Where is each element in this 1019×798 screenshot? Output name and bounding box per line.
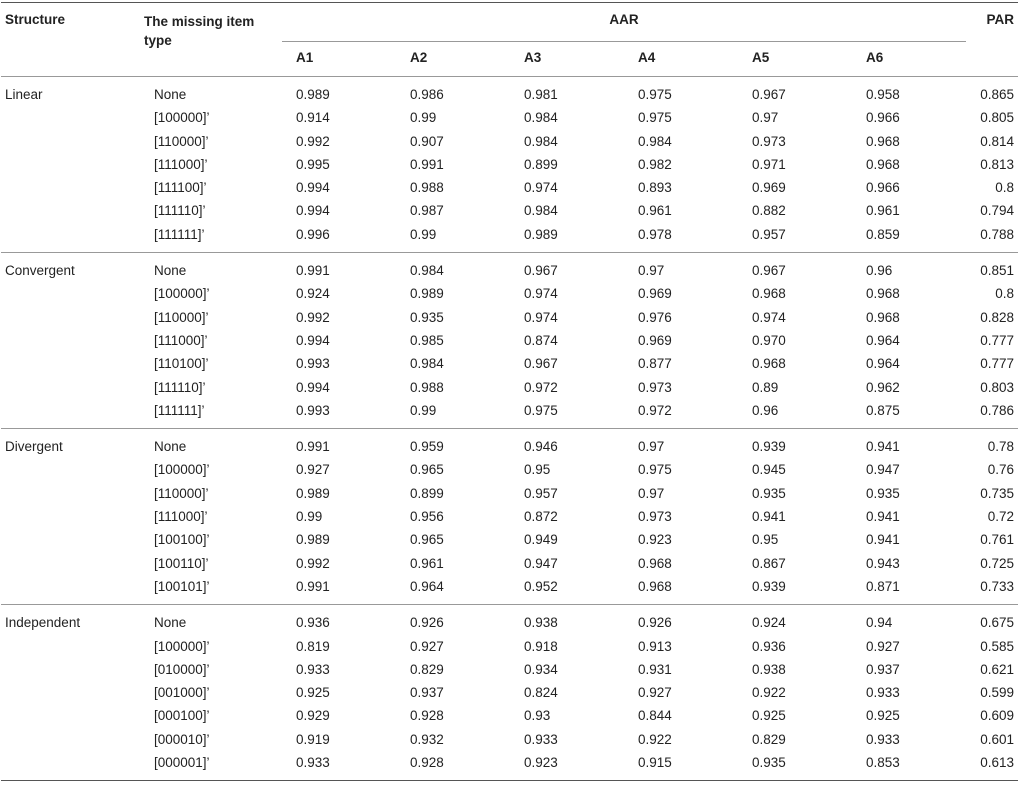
header-a2: A2 <box>396 42 510 77</box>
aar-a1-cell: 0.994 <box>296 379 330 395</box>
aar-a2-cell: 0.927 <box>410 638 444 654</box>
aar-a6-cell: 0.859 <box>866 226 900 242</box>
aar-a3-cell: 0.95 <box>524 462 551 478</box>
missing-item-type-cell: [100000]’ <box>154 638 210 654</box>
structure-cell-empty <box>1 528 144 551</box>
table-row <box>1 635 1018 658</box>
aar-a1-cell: 0.819 <box>296 638 330 654</box>
aar-a5-cell: 0.973 <box>752 133 786 149</box>
aar-a6-cell: 0.958 <box>866 87 900 102</box>
aar-a5-cell: 0.971 <box>752 156 786 172</box>
missing-item-type-cell: [111111]’ <box>154 226 205 242</box>
aar-a3-cell: 0.93 <box>524 708 551 724</box>
par-cell: 0.786 <box>980 402 1014 418</box>
aar-a6-cell: 0.968 <box>866 133 900 149</box>
aar-a2-cell: 0.988 <box>410 180 444 196</box>
aar-a6-cell: 0.968 <box>866 286 900 302</box>
table-row <box>1 282 1018 305</box>
par-cell: 0.78 <box>987 439 1014 455</box>
table-row <box>1 751 1018 781</box>
aar-a1-cell: 0.993 <box>296 356 330 372</box>
table-row <box>1 329 1018 352</box>
missing-item-type-cell: [100110]’ <box>154 555 209 571</box>
structure-cell-empty <box>1 399 144 429</box>
aar-a5-cell: 0.974 <box>752 309 786 325</box>
par-cell: 0.803 <box>980 379 1014 395</box>
aar-a6-cell: 0.933 <box>866 731 900 747</box>
aar-a5-cell: 0.922 <box>752 685 786 701</box>
missing-item-type-cell: [110000]’ <box>154 133 209 149</box>
aar-a1-cell: 0.924 <box>296 286 330 302</box>
structure-cell-empty <box>1 658 144 681</box>
aar-a6-cell: 0.964 <box>866 356 900 372</box>
aar-a1-cell: 0.992 <box>296 309 330 325</box>
table-row <box>1 376 1018 399</box>
aar-a4-cell: 0.969 <box>638 332 672 348</box>
aar-a1-cell: 0.989 <box>296 485 330 501</box>
aar-a6-cell: 0.964 <box>866 332 900 348</box>
par-cell: 0.599 <box>980 685 1014 701</box>
table-row <box>1 552 1018 575</box>
aar-a1-cell: 0.989 <box>296 532 330 548</box>
par-cell: 0.813 <box>980 156 1014 172</box>
aar-a3-cell: 0.972 <box>524 379 558 395</box>
par-cell: 0.851 <box>980 263 1014 279</box>
table-row <box>1 352 1018 375</box>
aar-a1-cell: 0.919 <box>296 731 330 747</box>
aar-a4-cell: 0.973 <box>638 379 672 395</box>
table-row <box>1 728 1018 751</box>
aar-a3-cell: 0.967 <box>524 263 558 279</box>
structure-label: Convergent <box>5 263 75 279</box>
par-cell: 0.777 <box>980 356 1014 372</box>
missing-item-type-cell: [111000]’ <box>154 156 208 172</box>
aar-a6-cell: 0.968 <box>866 156 900 172</box>
aar-a4-cell: 0.984 <box>638 133 672 149</box>
aar-a5-cell: 0.96 <box>752 402 779 418</box>
aar-a1-cell: 0.925 <box>296 685 330 701</box>
aar-a3-cell: 0.918 <box>524 638 558 654</box>
aar-a4-cell: 0.975 <box>638 110 672 126</box>
aar-a5-cell: 0.936 <box>752 638 786 654</box>
structure-cell-empty <box>1 681 144 704</box>
aar-a2-cell: 0.989 <box>410 286 444 302</box>
aar-a6-cell: 0.925 <box>866 708 900 724</box>
aar-a2-cell: 0.987 <box>410 203 444 219</box>
aar-a2-cell: 0.988 <box>410 379 444 395</box>
aar-a6-cell: 0.871 <box>866 578 900 594</box>
aar-a2-cell: 0.935 <box>410 309 444 325</box>
aar-a1-cell: 0.991 <box>296 263 330 279</box>
aar-a4-cell: 0.927 <box>638 685 672 701</box>
par-cell: 0.733 <box>980 578 1014 594</box>
header-a4: A4 <box>624 42 738 77</box>
aar-a5-cell: 0.967 <box>752 87 786 102</box>
aar-a3-cell: 0.974 <box>524 180 558 196</box>
aar-a5-cell: 0.939 <box>752 578 786 594</box>
table-row <box>1 575 1018 605</box>
aar-a5-cell: 0.89 <box>752 379 779 395</box>
aar-a1-cell: 0.99 <box>296 509 323 525</box>
aar-a2-cell: 0.984 <box>410 356 444 372</box>
par-cell: 0.613 <box>966 751 1018 781</box>
aar-a1-cell: 0.992 <box>296 555 330 571</box>
aar-a2-cell: 0.961 <box>410 555 444 571</box>
aar-a5-cell: 0.829 <box>752 731 786 747</box>
missing-item-type-cell: [100000]’ <box>154 110 210 126</box>
aar-a1-cell: 0.995 <box>296 156 330 172</box>
par-cell: 0.761 <box>980 532 1014 548</box>
aar-a6-cell: 0.941 <box>866 532 900 548</box>
aar-a5-cell: 0.938 <box>752 661 786 677</box>
structure-cell-empty <box>1 704 144 727</box>
aar-a3-cell: 0.957 <box>524 485 558 501</box>
aar-a4-cell: 0.982 <box>638 156 672 172</box>
par-cell: 0.585 <box>980 638 1014 654</box>
aar-a2-cell: 0.829 <box>410 661 444 677</box>
aar-a4-cell: 0.915 <box>624 751 738 781</box>
par-cell: 0.601 <box>980 731 1014 747</box>
table-row <box>1 458 1018 481</box>
aar-a2-cell: 0.99 <box>410 110 437 126</box>
structure-cell-empty <box>1 130 144 153</box>
aar-a6-cell: 0.875 <box>866 402 900 418</box>
structure-cell-empty <box>1 728 144 751</box>
missing-item-type-cell: [000010]’ <box>154 731 210 747</box>
par-cell: 0.725 <box>980 555 1014 571</box>
par-cell: 0.72 <box>987 509 1014 525</box>
aar-a5-cell: 0.939 <box>752 439 786 455</box>
structure-cell-empty <box>1 552 144 575</box>
table-row <box>1 429 1018 459</box>
aar-a6-cell: 0.943 <box>866 555 900 571</box>
missing-item-type-cell: [111110]’ <box>154 379 206 395</box>
aar-a2-cell: 0.956 <box>410 509 444 525</box>
aar-a5-cell: 0.95 <box>752 532 779 548</box>
aar-a2-cell: 0.964 <box>410 578 444 594</box>
aar-a3-cell: 0.984 <box>524 133 558 149</box>
aar-a6-cell: 0.853 <box>852 751 966 781</box>
table-row <box>1 482 1018 505</box>
structure-cell-empty <box>1 482 144 505</box>
aar-a6-cell: 0.966 <box>866 180 900 196</box>
header-par: PAR <box>966 3 1018 77</box>
aar-a2-cell: 0.965 <box>410 462 444 478</box>
par-cell: 0.8 <box>995 180 1014 196</box>
aar-a1-cell: 0.989 <box>296 87 330 102</box>
aar-a3-cell: 0.824 <box>524 685 558 701</box>
table-row <box>1 605 1018 635</box>
aar-a1-cell: 0.992 <box>296 133 330 149</box>
missing-item-type-cell: [001000]’ <box>154 685 210 701</box>
aar-a2-cell: 0.991 <box>410 156 444 172</box>
aar-a6-cell: 0.935 <box>866 485 900 501</box>
structure-cell-empty <box>1 282 144 305</box>
aar-a5-cell: 0.969 <box>752 180 786 196</box>
structure-cell-empty <box>1 505 144 528</box>
aar-a2-cell: 0.928 <box>410 708 444 724</box>
aar-a3-cell: 0.923 <box>510 751 624 781</box>
missing-item-type-cell: None <box>154 263 187 279</box>
aar-a2-cell: 0.937 <box>410 685 444 701</box>
missing-item-type-cell: [111110]’ <box>154 203 206 219</box>
table-row <box>1 130 1018 153</box>
aar-a2-cell: 0.928 <box>396 751 510 781</box>
aar-a4-cell: 0.973 <box>638 509 672 525</box>
aar-a3-cell: 0.899 <box>524 156 558 172</box>
structure-label: Divergent <box>5 439 63 455</box>
table-row <box>1 223 1018 253</box>
aar-a2-cell: 0.986 <box>410 87 444 102</box>
missing-item-type-cell: [111000]’ <box>154 509 208 525</box>
header-a5: A5 <box>738 42 852 77</box>
par-cell: 0.794 <box>980 203 1014 219</box>
aar-a2-cell: 0.99 <box>410 402 437 418</box>
aar-a4-cell: 0.97 <box>638 439 665 455</box>
aar-a3-cell: 0.974 <box>524 309 558 325</box>
aar-a3-cell: 0.974 <box>524 286 558 302</box>
missing-item-type-cell: [111111]’ <box>154 402 205 418</box>
par-cell: 0.735 <box>980 485 1014 501</box>
missing-item-type-cell: [100101]’ <box>154 578 210 594</box>
aar-a6-cell: 0.927 <box>866 638 900 654</box>
aar-a4-cell: 0.893 <box>638 180 672 196</box>
structure-cell-empty <box>1 352 144 375</box>
par-cell: 0.76 <box>987 462 1014 478</box>
aar-a5-cell: 0.925 <box>752 708 786 724</box>
aar-a6-cell: 0.941 <box>866 509 900 525</box>
table-row <box>1 153 1018 176</box>
aar-a2-cell: 0.899 <box>410 485 444 501</box>
par-cell: 0.865 <box>980 87 1014 102</box>
aar-a3-cell: 0.934 <box>524 661 558 677</box>
aar-a3-cell: 0.975 <box>524 402 558 418</box>
aar-a3-cell: 0.952 <box>524 578 558 594</box>
aar-a6-cell: 0.961 <box>866 203 900 219</box>
aar-a5-cell: 0.935 <box>738 751 852 781</box>
aar-a2-cell: 0.959 <box>410 439 444 455</box>
aar-a4-cell: 0.926 <box>638 615 672 631</box>
aar-a4-cell: 0.913 <box>638 638 672 654</box>
aar-a2-cell: 0.985 <box>410 332 444 348</box>
missing-item-type-cell: [111000]’ <box>154 332 208 348</box>
structure-cell-empty <box>1 106 144 129</box>
aar-a4-cell: 0.975 <box>638 87 672 102</box>
missing-item-type-cell: [111100]’ <box>154 180 207 196</box>
aar-a1-cell: 0.933 <box>296 661 330 677</box>
missing-item-type-cell: [000001]’ <box>144 751 282 781</box>
missing-item-type-cell: [010000]’ <box>154 661 210 677</box>
missing-item-type-cell: [110000]’ <box>154 309 209 325</box>
missing-item-type-cell: None <box>154 615 187 631</box>
header-a1: A1 <box>282 42 396 77</box>
table-row <box>1 528 1018 551</box>
aar-a1-cell: 0.994 <box>296 332 330 348</box>
header-missing-type: The missing item type <box>144 3 282 77</box>
par-cell: 0.621 <box>980 661 1014 677</box>
missing-item-type-cell: [110000]’ <box>154 485 209 501</box>
table-row <box>1 106 1018 129</box>
par-cell: 0.777 <box>980 332 1014 348</box>
aar-a4-cell: 0.877 <box>638 356 672 372</box>
aar-a6-cell: 0.933 <box>866 685 900 701</box>
aar-a1-cell: 0.933 <box>282 751 396 781</box>
missing-item-type-cell: [100000]’ <box>154 462 210 478</box>
table-row <box>1 704 1018 727</box>
aar-a4-cell: 0.969 <box>638 286 672 302</box>
aar-a5-cell: 0.967 <box>752 263 786 279</box>
aar-a3-cell: 0.874 <box>524 332 558 348</box>
aar-a5-cell: 0.941 <box>752 509 786 525</box>
aar-a4-cell: 0.978 <box>638 226 672 242</box>
aar-a2-cell: 0.932 <box>410 731 444 747</box>
aar-a1-cell: 0.991 <box>296 439 330 455</box>
missing-item-type-cell: None <box>154 87 187 102</box>
aar-a4-cell: 0.972 <box>638 402 672 418</box>
par-cell: 0.828 <box>980 309 1014 325</box>
header-a6: A6 <box>852 42 966 77</box>
aar-a5-cell: 0.867 <box>752 555 786 571</box>
aar-a5-cell: 0.968 <box>752 356 786 372</box>
aar-a3-cell: 0.984 <box>524 110 558 126</box>
aar-a6-cell: 0.966 <box>866 110 900 126</box>
table-row <box>1 176 1018 199</box>
aar-a6-cell: 0.962 <box>866 379 900 395</box>
missing-item-type-cell: [100000]’ <box>154 286 210 302</box>
aar-a5-cell: 0.945 <box>752 462 786 478</box>
aar-a1-cell: 0.914 <box>296 110 330 126</box>
aar-a1-cell: 0.993 <box>296 402 330 418</box>
aar-a4-cell: 0.968 <box>638 578 672 594</box>
aar-a4-cell: 0.923 <box>638 532 672 548</box>
aar-a5-cell: 0.924 <box>752 615 786 631</box>
table-row <box>1 253 1018 283</box>
table-row <box>1 199 1018 222</box>
missing-item-type-cell: [000100]’ <box>154 708 210 724</box>
aar-a6-cell: 0.941 <box>866 439 900 455</box>
structure-cell-empty <box>1 199 144 222</box>
missing-item-type-cell: [110100]’ <box>154 356 209 372</box>
table-row <box>1 681 1018 704</box>
par-cell: 0.675 <box>980 615 1014 631</box>
header-structure: Structure <box>1 3 144 77</box>
aar-a3-cell: 0.872 <box>524 509 558 525</box>
aar-a5-cell: 0.968 <box>752 286 786 302</box>
structure-cell-empty <box>1 751 144 781</box>
aar-a4-cell: 0.97 <box>638 485 665 501</box>
aar-a6-cell: 0.947 <box>866 462 900 478</box>
structure-cell-empty <box>1 635 144 658</box>
aar-a3-cell: 0.984 <box>524 203 558 219</box>
table-row <box>1 505 1018 528</box>
table-row <box>1 658 1018 681</box>
structure-cell-empty <box>1 575 144 605</box>
structure-cell-empty <box>1 176 144 199</box>
aar-a3-cell: 0.946 <box>524 439 558 455</box>
aar-a4-cell: 0.975 <box>638 462 672 478</box>
aar-a5-cell: 0.882 <box>752 203 786 219</box>
aar-a3-cell: 0.938 <box>524 615 558 631</box>
header-aar: AAR <box>609 12 639 27</box>
par-cell: 0.814 <box>980 133 1014 149</box>
aar-a4-cell: 0.844 <box>638 708 672 724</box>
par-cell: 0.788 <box>980 226 1014 242</box>
aar-a6-cell: 0.937 <box>866 661 900 677</box>
structure-cell-empty <box>1 153 144 176</box>
structure-cell-empty <box>1 376 144 399</box>
table-row <box>1 306 1018 329</box>
missing-item-type-cell: [100100]’ <box>154 532 210 548</box>
aar-a6-cell: 0.96 <box>866 263 893 279</box>
aar-a4-cell: 0.968 <box>638 555 672 571</box>
aar-a4-cell: 0.922 <box>638 731 672 747</box>
aar-a2-cell: 0.984 <box>410 263 444 279</box>
par-cell: 0.8 <box>995 286 1014 302</box>
aar-a3-cell: 0.947 <box>524 555 558 571</box>
aar-a6-cell: 0.94 <box>866 615 893 631</box>
structure-cell-empty <box>1 306 144 329</box>
aar-a5-cell: 0.970 <box>752 332 786 348</box>
aar-a4-cell: 0.961 <box>638 203 672 219</box>
aar-a3-cell: 0.933 <box>524 731 558 747</box>
results-table <box>1 2 1018 781</box>
aar-a2-cell: 0.907 <box>410 133 444 149</box>
aar-a2-cell: 0.926 <box>410 615 444 631</box>
par-cell: 0.805 <box>980 110 1014 126</box>
aar-a4-cell: 0.976 <box>638 309 672 325</box>
missing-item-type-cell: None <box>154 439 187 455</box>
table-row <box>1 77 1018 107</box>
aar-a5-cell: 0.97 <box>752 110 779 126</box>
aar-a3-cell: 0.981 <box>524 87 558 102</box>
structure-label: Independent <box>5 615 81 631</box>
aar-a5-cell: 0.935 <box>752 485 786 501</box>
aar-a3-cell: 0.949 <box>524 532 558 548</box>
header-a3: A3 <box>510 42 624 77</box>
par-cell: 0.609 <box>980 708 1014 724</box>
aar-a2-cell: 0.965 <box>410 532 444 548</box>
aar-a5-cell: 0.957 <box>752 226 786 242</box>
aar-a1-cell: 0.994 <box>296 203 330 219</box>
table-body <box>1 77 1018 781</box>
structure-label: Linear <box>5 87 43 102</box>
aar-a1-cell: 0.991 <box>296 578 330 594</box>
structure-cell-empty <box>1 223 144 253</box>
aar-a3-cell: 0.989 <box>524 226 558 242</box>
aar-a4-cell: 0.97 <box>638 263 665 279</box>
aar-a4-cell: 0.931 <box>638 661 672 677</box>
aar-a1-cell: 0.927 <box>296 462 330 478</box>
structure-cell-empty <box>1 329 144 352</box>
aar-a3-cell: 0.967 <box>524 356 558 372</box>
aar-a2-cell: 0.99 <box>410 226 437 242</box>
aar-a1-cell: 0.936 <box>296 615 330 631</box>
aar-a1-cell: 0.994 <box>296 180 330 196</box>
aar-a1-cell: 0.996 <box>296 226 330 242</box>
aar-a6-cell: 0.968 <box>866 309 900 325</box>
aar-a1-cell: 0.929 <box>296 708 330 724</box>
table-row <box>1 399 1018 429</box>
structure-cell-empty <box>1 458 144 481</box>
